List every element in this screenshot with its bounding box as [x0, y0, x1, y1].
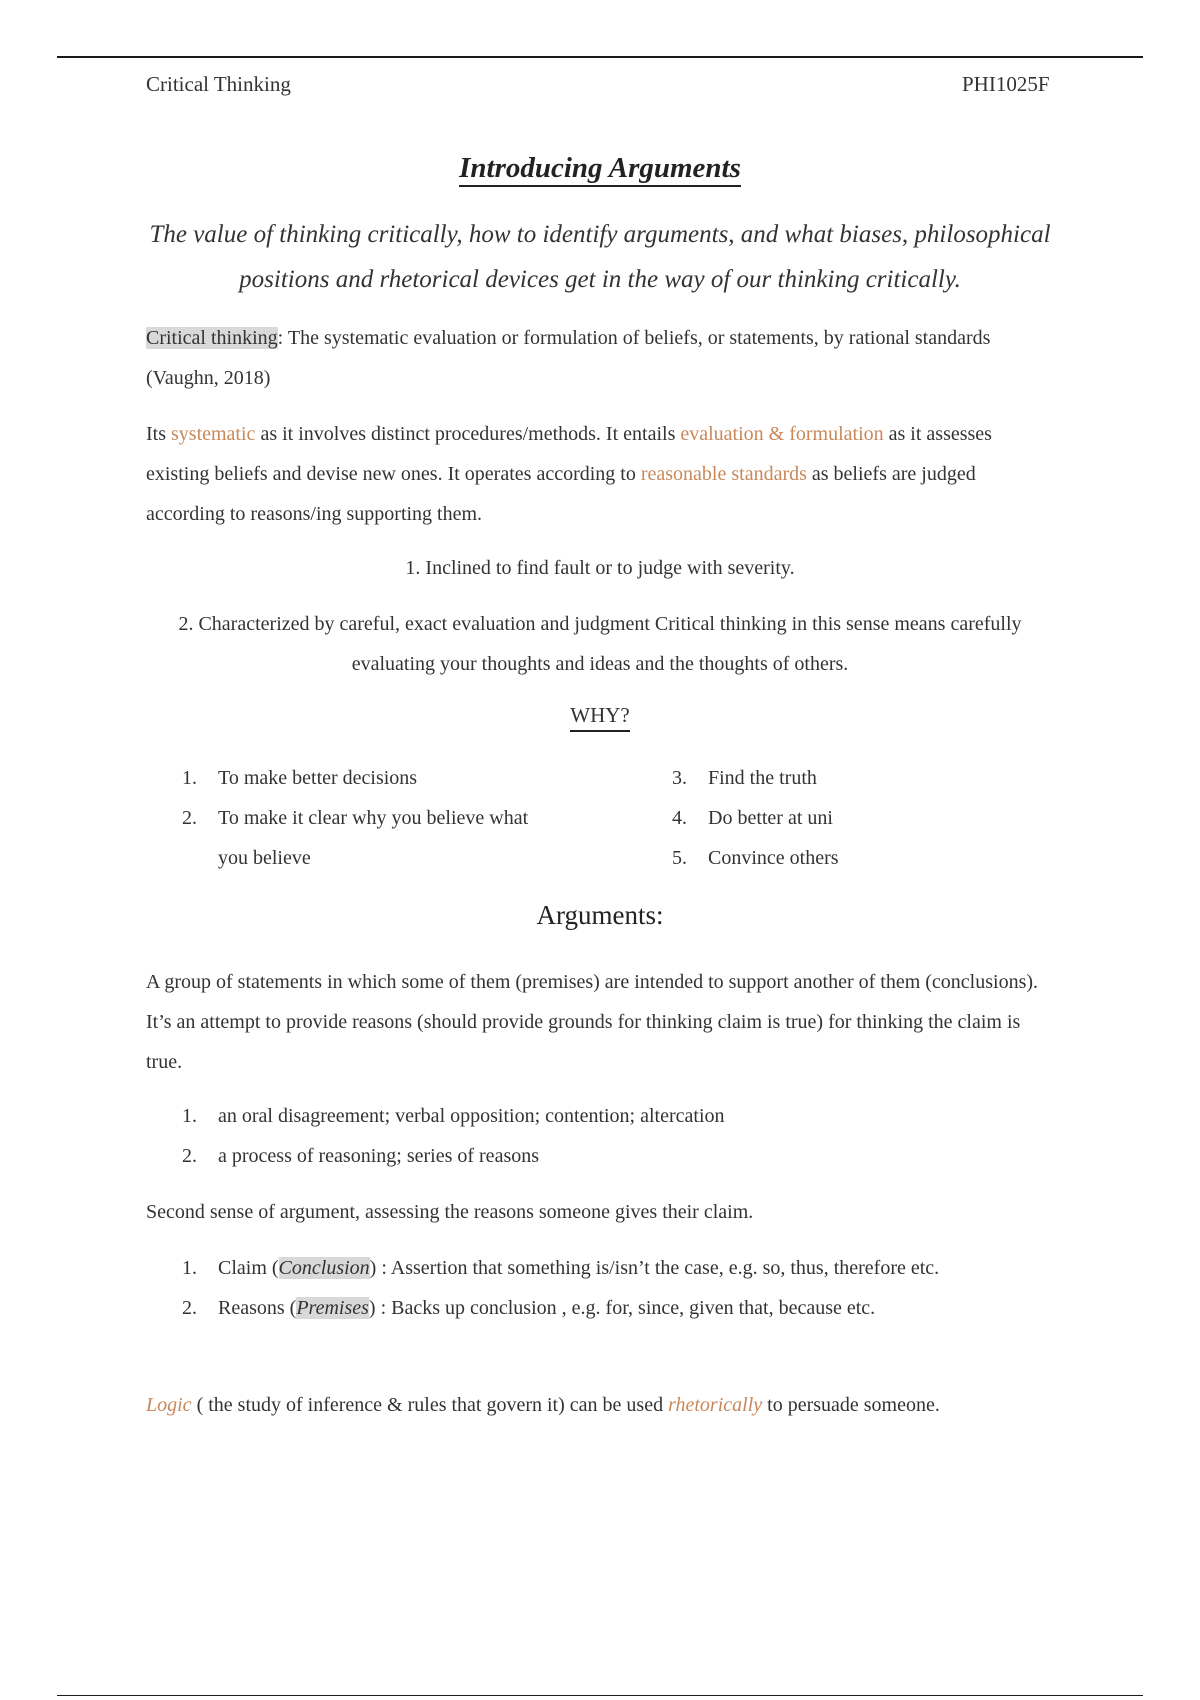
list-number: 4.: [672, 807, 687, 829]
keyword-evaluation: evaluation & formulation: [680, 423, 884, 445]
why-heading: [0, 703, 1200, 728]
critical-sense-2: 2. Characterized by careful, exact evaluation and judgment Critical thinking in this sense means carefully evaluating your thoughts and ideas and the thoughts of others.: [178, 613, 1022, 675]
why-heading-text: WHY?: [570, 703, 629, 732]
list-number: 2.: [182, 807, 197, 829]
title-text: Introducing Arguments: [459, 152, 741, 187]
list-number: 2.: [182, 1297, 197, 1319]
list-number: 2.: [182, 1145, 197, 1167]
list-item: [672, 838, 1052, 878]
part-pre: Reasons (: [218, 1297, 297, 1319]
conclusion-term: Conclusion: [278, 1257, 370, 1279]
list-text: an oral disagreement; verbal opposition; contention; altercation: [218, 1105, 725, 1127]
list-text: Do better at uni: [708, 807, 833, 829]
list-text: To make better decisions: [218, 767, 418, 789]
list-number: 1.: [182, 767, 197, 789]
header-rule: [57, 56, 1143, 58]
footer-rule: [57, 1695, 1143, 1696]
explanation-text-4: as beliefs are judged according to reasons/ing supporting them.: [146, 463, 976, 525]
explanation-text-3: as it assesses existing beliefs and devise new ones. It operates according to: [146, 423, 992, 485]
list-item: [672, 758, 1052, 798]
list-text: To make it clear why you believe what you believe: [218, 807, 529, 869]
course-code: PHI1025F: [962, 72, 1050, 96]
logic-paragraph: [146, 1386, 1046, 1424]
part-post: ) : Assertion that something is/isn’t the case, e.g. so, thus, therefore etc.: [369, 1257, 940, 1279]
definition-text: : The systematic evaluation or formulation of beliefs, or statements, by rational standards (Vaughn, 2018): [146, 327, 991, 389]
premises-term: Premises: [296, 1297, 369, 1319]
part-pre: Claim (: [218, 1257, 279, 1279]
logic-text-1: ( the study of inference & rules that govern it) can be used: [191, 1394, 669, 1416]
explanation-paragraph: [146, 414, 1046, 534]
list-number: 1.: [182, 1257, 197, 1279]
definition-term: Critical thinking: [146, 327, 278, 349]
list-item: [182, 1096, 1062, 1136]
subtitle: The value of thinking critically, how to identify arguments, and what biases, philosophical positions and rhetorical devices get in the way of our thinking critically.: [149, 221, 1051, 293]
second-sense-paragraph: Second sense of argument, assessing the reasons someone gives their claim.: [146, 1201, 754, 1223]
part-post: ) : Backs up conclusion , e.g. for, since, given that, because etc.: [368, 1297, 876, 1319]
why-list-right: [672, 758, 1052, 878]
argument-senses-list: [182, 1096, 1062, 1176]
arguments-heading: Arguments:: [536, 900, 664, 930]
critical-sense-1: 1. Inclined to find fault or to judge with severity.: [405, 557, 795, 579]
list-item: [672, 798, 1052, 838]
argument-parts-list: [182, 1248, 1042, 1328]
definition-paragraph: [146, 318, 1046, 398]
list-number: 5.: [672, 847, 687, 869]
why-list-left: [182, 758, 552, 878]
keyword-reasonable-standards: reasonable standards: [640, 463, 807, 485]
list-number: 1.: [182, 1105, 197, 1127]
keyword-logic: Logic: [146, 1394, 192, 1416]
list-item: [182, 758, 552, 798]
list-item: [182, 798, 552, 878]
list-number: 3.: [672, 767, 687, 789]
page-title: [0, 152, 1200, 185]
list-text: Convince others: [708, 847, 839, 869]
course-name: Critical Thinking: [146, 72, 291, 96]
keyword-rhetorically: rhetorically: [668, 1394, 763, 1416]
keyword-systematic: systematic: [171, 423, 256, 445]
list-text: Find the truth: [708, 767, 817, 789]
list-item: [182, 1288, 1042, 1328]
list-item: [182, 1248, 1042, 1288]
explanation-text-2: as it involves distinct procedures/methods. It entails: [255, 423, 681, 445]
list-item: [182, 1136, 1062, 1176]
logic-text-2: to persuade someone.: [762, 1394, 940, 1416]
explanation-text-1: Its: [146, 423, 171, 445]
arguments-definition: A group of statements in which some of them (premises) are intended to support another of them (conclusions). It’s an attempt to provide reasons (should provide grounds for thinking claim is true) for thinking the claim is true.: [146, 971, 1039, 1073]
list-text: a process of reasoning; series of reasons: [218, 1145, 540, 1167]
